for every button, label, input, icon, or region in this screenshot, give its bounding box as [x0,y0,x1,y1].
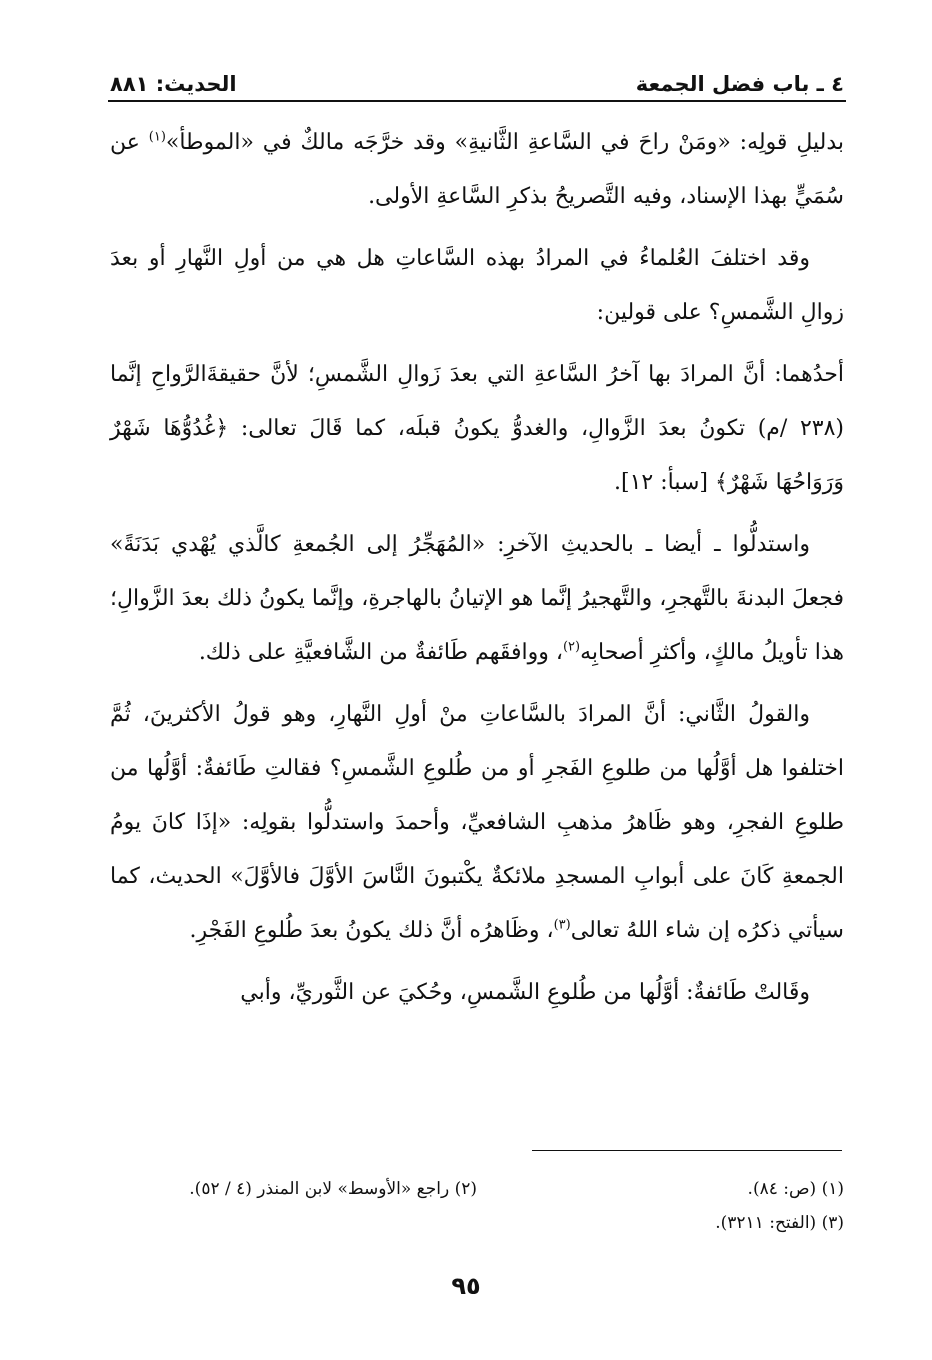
paragraph-6: وقَالتْ طَائفةٌ: أوَّلُها من طُلوعِ الشَّمسِ، وحُكيَ عن الثَّوريِّ، وأبي [240,980,810,1005]
hadith-number: الحديث: ٨٨١ [110,72,237,96]
paragraph-3: أحدُهما: أنَّ المرادَ بها آخرُ السَّاعةِ التي بعدَ زَوالِ الشَّمسِ؛ لأنَّ حقيقةَالرَّواحِ إنَّما (٢٣٨ /م) تكونُ بعدَ الزَّوالِ، والغدوُّ يكونُ قبلَه، كما قَالَ تعالى: ﴿غُدُوُّهَا شَهْرٌ وَرَوَاحُهَا شَهْرٌ﴾ [سبأ: ١٢]. [110,362,844,495]
footnote-separator [532,1150,842,1151]
running-header [110,60,844,96]
footnote-ref-1: (١) [148,129,166,145]
footnote-ref-3: (٣) [553,917,571,933]
footnote-3: (٣) (الفتح: ٣٢١١). [715,1213,844,1233]
paragraph-1: بدليلِ قولِه: «ومَنْ راحَ في السَّاعةِ الثَّانيةِ» وقد خرَّجَه مالكٌ في «الموطأ»$^{(١)}$ عن سُمَيٍّ بهذا الإسناد، وفيه التَّصريحُ بذكرِ السَّاعةِ الأولى. [110,129,844,209]
main-text [110,116,844,1028]
chapter-title: ٤ ـ باب فضل الجمعة [635,72,844,96]
paragraph-2: وقد اختلفَ العُلماءُ في المرادُ بهذه السَّاعاتِ هل هي من أولِ النَّهارِ أو بعدَ زوالِ الشَّمسِ؟ على قولين: [110,246,844,325]
footnote-row [110,1206,844,1240]
footnote-2: (٢) راجع «الأوسط» لابن المنذر (٤ / ٥٢). [189,1179,477,1199]
footnote-ref-2: (٢) [562,639,581,655]
footnote-1: (١) (ص: ٨٤). [747,1179,844,1199]
footnotes [110,1172,844,1240]
page-number: ٩٥ [451,1272,481,1300]
paragraph-4: واستدلُّوا ـ أيضا ـ بالحديثِ الآخرِ: «المُهَجِّرُ إلى الجُمعةِ كالَّذي يُهْدي بَدَنَةً» فجعلَ البدنةَ بالتَّهجرِ، والتَّهجيرُ إنَّما هو الإتيانُ بالهاجرةِ، وإنَّما يكونُ ذلك بعدَ الزَّوالِ؛ هذا تأويلُ مالكٍ، وأكثرِ أصحابِه$^{(٢)}$، ووافقَهم طَائفةٌ من الشَّافعيَّةِ على ذلك. [110,532,844,665]
footnote-row [110,1172,844,1206]
paragraph-5: والقولُ الثَّاني: أنَّ المرادَ بالسَّاعاتِ منْ أولِ النَّهارِ، وهو قولُ الأكثرينَ، ثُمَّ اختلفوا هل أوَّلُها من طلوعِ الفَجرِ أو من طُلوعِ الشَّمسِ؟ فقالتِ طَائفةٌ: أوَّلُها من طلوعِ الفجرِ، وهو ظَاهرُ مذهبِ الشافعيِّ، وأحمدَ واستدلُّوا بقولِه: «إذَا كانَ يومُ الجمعةِ كَانَ على أبوابِ المسجدِ ملائكةٌ يكْتبونَ النَّاسَ الأوَّلَ فالأوَّلَ» الحديث، كما سيأتي ذكرُه إن شاء اللهُ تعالى$^{(٣)}$، وظَاهرُه أنَّ ذلك يكونُ بعدَ طُلوعِ الفَجْرِ. [110,702,844,943]
header-rule [108,100,846,102]
